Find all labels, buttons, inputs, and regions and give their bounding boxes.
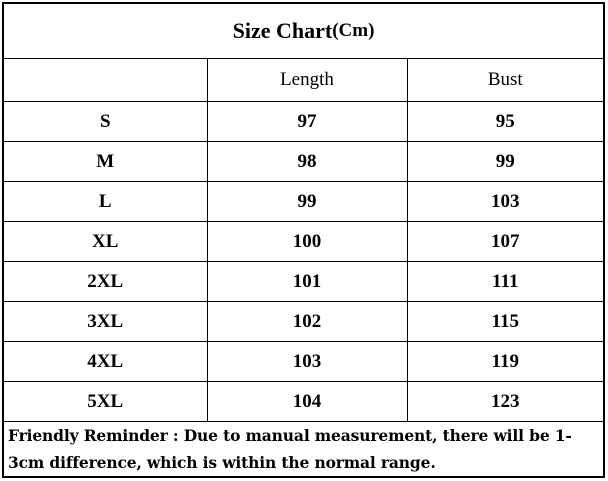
table-row [4,222,603,262]
size-cell: L [4,182,207,222]
size-table [4,59,603,422]
header-length: Length [207,59,407,102]
chart-title-text: Size Chart [232,18,333,43]
size-cell: M [4,142,207,182]
length-cell: 100 [207,222,407,262]
bust-cell: 119 [407,342,603,382]
length-cell: 99 [207,182,407,222]
bust-cell: 107 [407,222,603,262]
table-row [4,142,603,182]
size-cell: XL [4,222,207,262]
chart-title [4,4,603,59]
bust-cell: 123 [407,382,603,422]
table-row [4,342,603,382]
table-row [4,262,603,302]
bust-cell: 111 [407,262,603,302]
size-cell: 2XL [4,262,207,302]
size-cell: S [4,102,207,142]
length-cell: 101 [207,262,407,302]
table-row [4,382,603,422]
length-cell: 103 [207,342,407,382]
length-cell: 98 [207,142,407,182]
table-row [4,102,603,142]
table-row [4,182,603,222]
bust-cell: 115 [407,302,603,342]
header-bust: Bust [407,59,603,102]
friendly-reminder: Friendly Reminder : Due to manual measurement, there will be 1-3cm difference, which is within the normal range. [8,426,572,472]
length-cell: 97 [207,102,407,142]
bust-cell: 99 [407,142,603,182]
header-row [4,59,603,102]
header-size [4,59,207,102]
chart-title-unit: (Cm) [332,20,375,41]
size-chart [2,2,605,478]
size-cell: 5XL [4,382,207,422]
length-cell: 102 [207,302,407,342]
size-cell: 3XL [4,302,207,342]
table-row [4,302,603,342]
bust-cell: 103 [407,182,603,222]
length-cell: 104 [207,382,407,422]
size-cell: 4XL [4,342,207,382]
bust-cell: 95 [407,102,603,142]
